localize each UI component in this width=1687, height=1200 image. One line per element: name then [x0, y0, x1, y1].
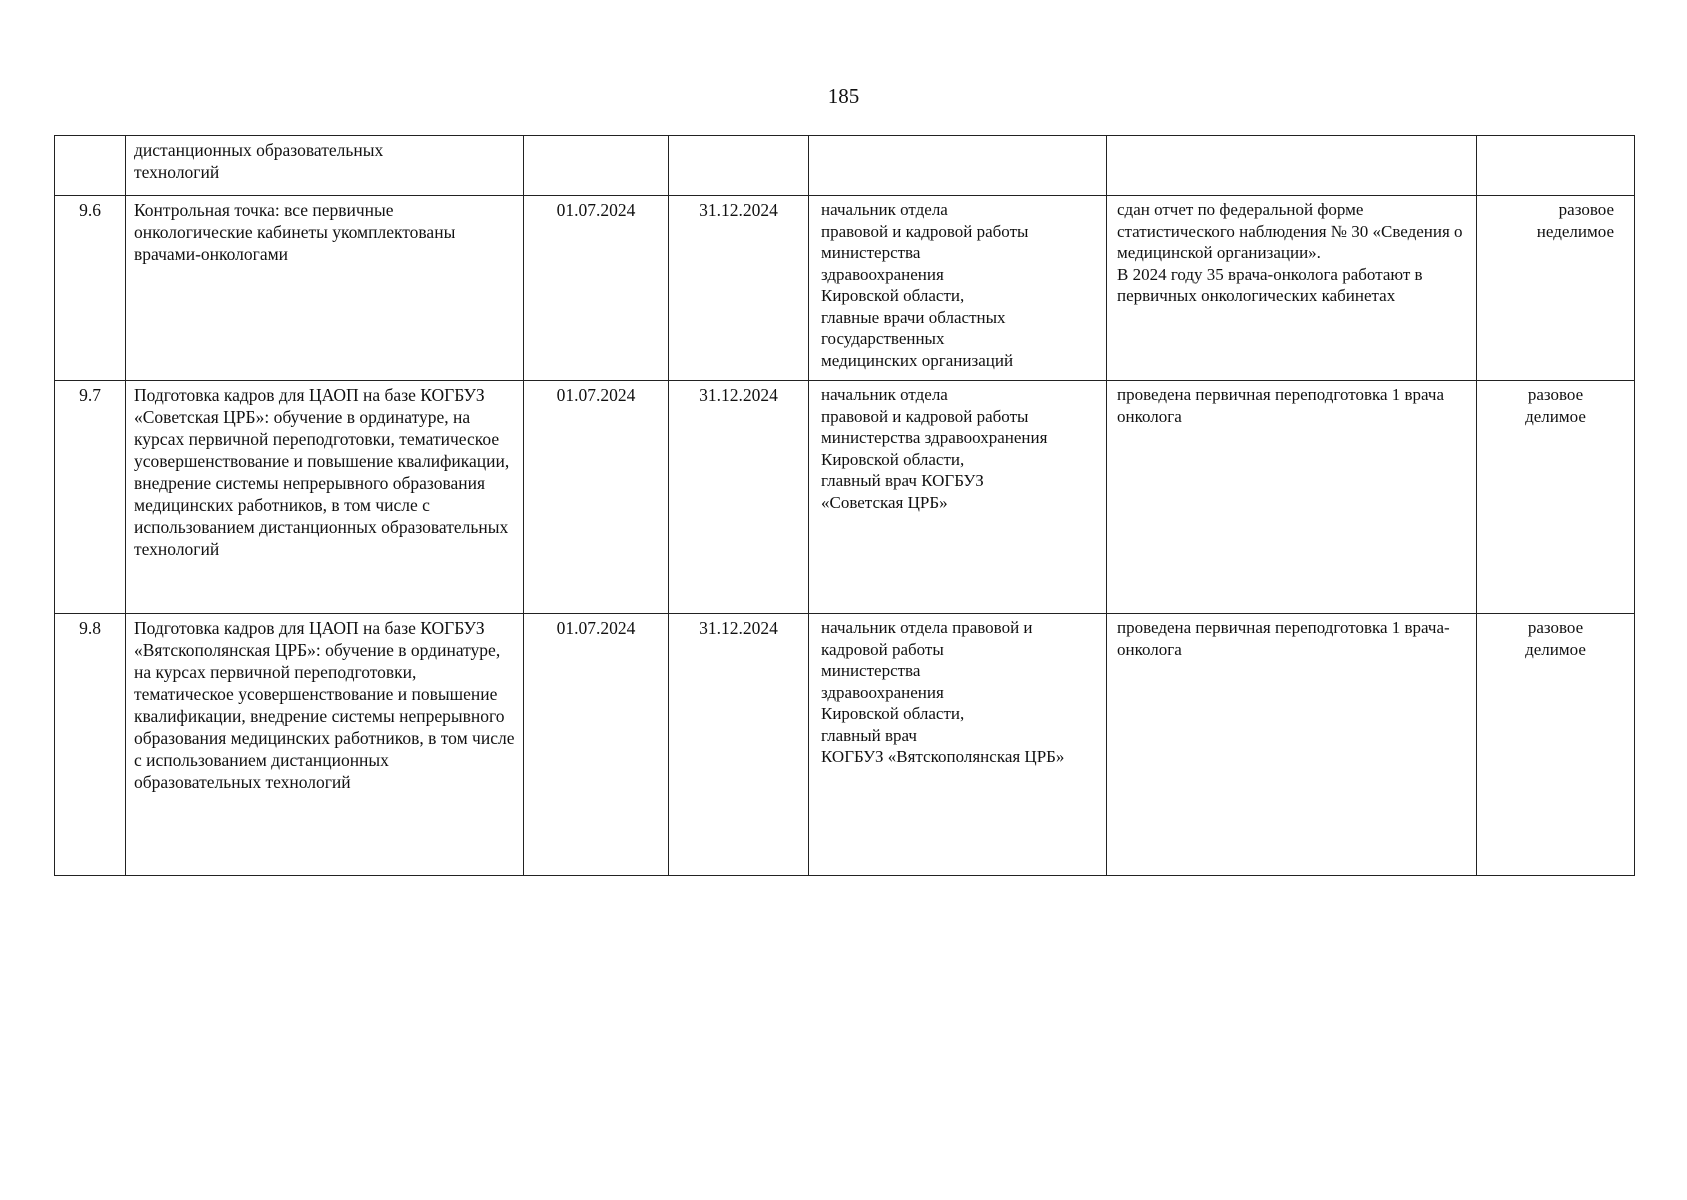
start-date-cell: 01.07.2024: [524, 614, 669, 876]
result-cell: [1107, 136, 1477, 196]
executor-cell: начальник отдела правовой и кадровой работы министерства здравоохранения Кировской области, главный врач КОГБУЗ «Советская ЦРБ»: [809, 381, 1107, 614]
result-cell: проведена первичная переподготовка 1 врача онколога: [1107, 381, 1477, 614]
table-row: [55, 381, 1635, 614]
row-number-cell: [55, 136, 126, 196]
table-row: [55, 136, 1635, 196]
type-cell: разовое делимое: [1477, 614, 1635, 876]
event-cell: Контрольная точка: все первичные онкологические кабинеты укомплектованы врачами-онкологами: [126, 196, 524, 381]
executor-cell: начальник отдела правовой и кадровой работы министерства здравоохранения Кировской области, главные врачи областных государственных медицинских организаций: [809, 196, 1107, 381]
row-number-cell: 9.8: [55, 614, 126, 876]
end-date-cell: 31.12.2024: [669, 381, 809, 614]
event-cell: Подготовка кадров для ЦАОП на базе КОГБУЗ «Вятскополянская ЦРБ»: обучение в ординатуре, на курсах первичной переподготовки, тематическое усовершенствование и повышение квалификации, внедрение системы непрерывного образования медицинских работников, в том числе с использованием дистанционных образовательных технологий: [126, 614, 524, 876]
end-date-cell: [669, 136, 809, 196]
type-cell: разовое неделимое: [1477, 196, 1635, 381]
type-cell: разовое делимое: [1477, 381, 1635, 614]
end-date-cell: 31.12.2024: [669, 614, 809, 876]
start-date-cell: [524, 136, 669, 196]
executor-cell: [809, 136, 1107, 196]
start-date-cell: 01.07.2024: [524, 381, 669, 614]
page-number: 185: [827, 84, 860, 108]
type-cell: [1477, 136, 1635, 196]
table-row: [55, 614, 1635, 876]
event-cell: Подготовка кадров для ЦАОП на базе КОГБУЗ «Советская ЦРБ»: обучение в ординатуре, на курсах первичной переподготовки, тематическое усовершенствование и повышение квалификации, внедрение системы непрерывного образования медицинских работников, в том числе с использованием дистанционных образовательных технологий: [126, 381, 524, 614]
row-number-cell: 9.7: [55, 381, 126, 614]
row-number-cell: 9.6: [55, 196, 126, 381]
table-row: [55, 196, 1635, 381]
end-date-cell: 31.12.2024: [669, 196, 809, 381]
result-cell: сдан отчет по федеральной форме статистического наблюдения № 30 «Сведения о медицинской организации». В 2024 году 35 врача-онколога работают в первичных онкологических кабинетах: [1107, 196, 1477, 381]
executor-cell: начальник отдела правовой и кадровой работы министерства здравоохранения Кировской области, главный врач КОГБУЗ «Вятскополянская ЦРБ»: [809, 614, 1107, 876]
event-cell: дистанционных образовательных технологий: [126, 136, 524, 196]
start-date-cell: 01.07.2024: [524, 196, 669, 381]
measures-table: [54, 135, 1635, 876]
result-cell: проведена первичная переподготовка 1 врача-онколога: [1107, 614, 1477, 876]
